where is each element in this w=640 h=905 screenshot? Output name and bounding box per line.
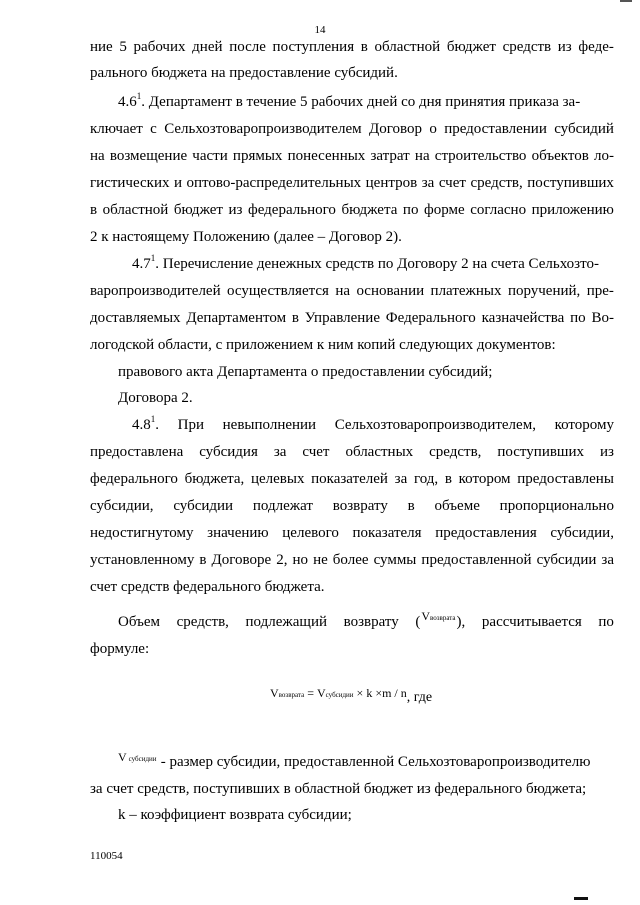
text-line: ние 5 рабочих дней после поступления в областной бюджет средств из феде- — [90, 39, 614, 55]
list-item: правового акта Департамента о предоставлении субсидий; — [118, 364, 493, 380]
clause-number: $4.7^1$ — [132, 253, 156, 272]
text-line: Объем средств, подлежащий возврату ( Vвозврата ), рассчитывается по — [118, 609, 614, 630]
clause-number: $4.6^1$ — [118, 91, 142, 110]
text-line: за счет средств, поступивших в областной бюджет из федерального бюджета; — [90, 781, 587, 797]
text-line: субсидии, субсидии подлежат возврату в объеме пропорционально — [90, 498, 614, 514]
v-vozvrata-symbol: Vвозврата — [421, 609, 456, 623]
text-line: варопроизводителей осуществляется на основании платежных поручений, пре- — [90, 283, 614, 299]
text-line: логодской области, с приложением к ним копий следующих документов: — [90, 337, 556, 353]
v-subsidii-symbol: Vсубсидии — [118, 750, 157, 764]
text-line: гистических и оптово-распределительных центров за счет средств, поступивших — [90, 175, 614, 191]
scan-mark-top — [620, 0, 632, 2]
definition-v-subsidii: Vсубсидии - размер субсидии, предоставленной Сельхозтоваропроизводителю — [118, 750, 591, 770]
text-line: предоставлена субсидия за счет областных средств, поступивших из — [90, 444, 614, 460]
text-line: рального бюджета на предоставление субсидий. — [90, 65, 398, 81]
text-line: формуле: — [90, 641, 150, 657]
clause-number: $4.8^1$. — [132, 414, 159, 433]
text-line: недостигнутому значению целевого показателя предоставления субсидии, — [90, 525, 614, 541]
text-line: счет средств федерального бюджета. — [90, 579, 325, 595]
clause-4-8: $4.8^1$. При невыполнении Сельхозтоваропроизводителем, которому — [132, 414, 614, 433]
text-line: в областной бюджет из федерального бюджета по форме согласно приложению — [90, 202, 614, 218]
scan-mark-bottom — [574, 897, 588, 900]
text-line: 2 к настоящему Положению (далее – Договор 2). — [90, 229, 402, 245]
formula: Vвозврата = Vсубсидии × k ×m / n, где — [270, 686, 433, 705]
page-number: 14 — [314, 24, 326, 36]
text-line: федерального бюджета, целевых показателей за год, в котором предоставлены — [90, 471, 614, 487]
text-line: на возмещение части прямых понесенных затрат на строительство объектов ло- — [90, 148, 614, 164]
clause-4-6: $4.6^1$ . Департамент в течение 5 рабочих дней со дня принятия приказа за- — [118, 91, 581, 110]
clause-4-7: $4.7^1$ . Перечисление денежных средств по Договору 2 на счета Сельхозто- — [132, 253, 599, 272]
text-line: доставляемых Департаментом в Управление Федерального казначейства по Во- — [90, 310, 614, 326]
document-code: 110054 — [90, 850, 123, 862]
definition-k: k – коэффициент возврата субсидии; — [118, 807, 352, 823]
text-line: установленному в Договоре 2, но не более суммы предоставленной субсидии за — [90, 552, 614, 568]
list-item: Договора 2. — [118, 390, 193, 406]
text-line: ключает с Сельхозтоваропроизводителем Договор о предоставлении субсидий — [90, 121, 614, 137]
